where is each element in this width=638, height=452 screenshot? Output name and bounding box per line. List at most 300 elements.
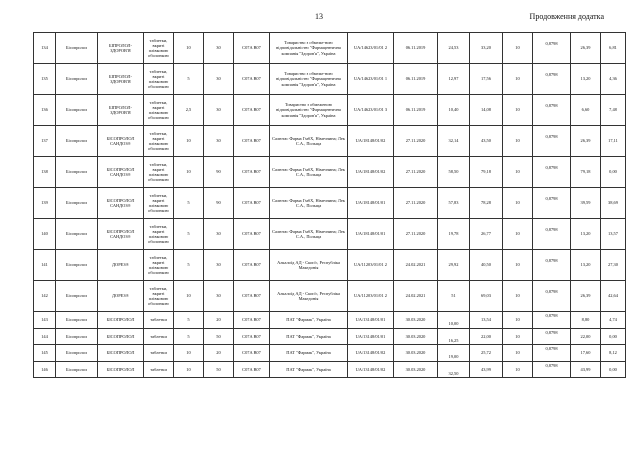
cell-trade-name-text: БІСОПРОЛОЛ — [106, 366, 135, 372]
cell-number — [34, 64, 56, 95]
cell-markup — [503, 219, 533, 250]
cell-dose — [174, 250, 204, 281]
cell-inn-text: Бісопролол — [65, 138, 88, 144]
cell-trade-name — [98, 312, 144, 329]
cell-reimbursement — [571, 33, 601, 64]
cell-atc — [234, 281, 270, 312]
cell-inn-text: Бісопролол — [65, 333, 88, 339]
cell-copayment-text: 4,36 — [609, 76, 617, 82]
cell-dose-text: 10 — [186, 293, 191, 299]
cell-rate — [533, 219, 571, 250]
cell-dose — [174, 328, 204, 345]
cell-price — [438, 345, 470, 362]
cell-inn-text: Бісопролол — [65, 366, 88, 372]
cell-retail-price — [470, 33, 503, 64]
cell-number-text: 137 — [41, 138, 48, 144]
cell-date — [394, 95, 438, 126]
cell-form — [144, 281, 174, 312]
cell-retail-price-text: 17,56 — [481, 76, 491, 82]
cell-copayment — [601, 95, 626, 126]
cell-date — [394, 157, 438, 188]
cell-registration-text: UA/14623/01/01 1 — [353, 76, 388, 82]
cell-date — [394, 64, 438, 95]
cell-markup-text: 10 — [515, 333, 520, 339]
cell-number — [34, 219, 56, 250]
cell-inn-text: Бісопролол — [65, 169, 88, 175]
cell-date — [394, 219, 438, 250]
cell-rate-text: 0,8798 — [545, 103, 558, 109]
cell-quantity-text: 50 — [216, 366, 221, 372]
cell-price — [438, 64, 470, 95]
cell-copayment-text: 7,48 — [609, 107, 617, 113]
cell-date-text: 27.11.2020 — [405, 169, 426, 175]
cell-rate-text: 0,8798 — [545, 289, 558, 295]
cell-number-text: 144 — [41, 333, 48, 339]
cell-rate — [533, 250, 571, 281]
cell-manufacturer-text: Салютас Фарма ГмбХ, Німеччина; Лек С.А., Польща — [272, 166, 345, 177]
table-row — [34, 250, 626, 281]
cell-markup — [503, 281, 533, 312]
cell-retail-price-text: 78,28 — [481, 200, 491, 206]
cell-atc-text: C07A B07 — [242, 45, 261, 51]
cell-registration-text: UA/13148/01/01 — [355, 333, 386, 339]
cell-manufacturer — [270, 312, 348, 329]
cell-quantity — [204, 328, 234, 345]
table-row — [34, 95, 626, 126]
cell-inn-text: Бісопролол — [65, 200, 88, 206]
cell-dose-text: 10 — [186, 45, 191, 51]
cell-rate — [533, 157, 571, 188]
cell-trade-name-text: БІСОПРОЛОЛ САНДОЗ® — [106, 166, 135, 177]
table-row — [34, 361, 626, 378]
cell-markup — [503, 33, 533, 64]
cell-atc-text: C07A B07 — [242, 76, 261, 82]
cell-price-text: 58,50 — [448, 169, 459, 175]
cell-inn — [56, 312, 98, 329]
cell-atc — [234, 345, 270, 362]
cell-date-text: 24.02.2021 — [405, 262, 426, 268]
cell-quantity-text: 30 — [216, 45, 221, 51]
table-row — [34, 188, 626, 219]
cell-atc-text: C07A B07 — [242, 293, 261, 299]
cell-form-text: таблетки — [150, 317, 167, 323]
cell-manufacturer-text: Товариство з обмеже-ною відповідальністю "Фармацевтична компанія "Здоров'я", Україна — [276, 71, 341, 87]
cell-quantity-text: 30 — [216, 293, 221, 299]
cell-date — [394, 361, 438, 378]
cell-price-text: 29,92 — [448, 262, 459, 268]
cell-price — [438, 328, 470, 345]
table-row — [34, 328, 626, 345]
cell-reimbursement — [571, 219, 601, 250]
cell-reimbursement — [571, 281, 601, 312]
cell-number — [34, 95, 56, 126]
cell-price-text: 24,53 — [448, 45, 459, 51]
cell-inn — [56, 157, 98, 188]
cell-quantity — [204, 361, 234, 378]
cell-copayment — [601, 219, 626, 250]
cell-quantity-text: 30 — [216, 138, 221, 144]
cell-number-text: 138 — [41, 169, 48, 175]
cell-form-text: таблетки, вкриті плівковою оболонкою — [148, 130, 169, 152]
cell-reimbursement-text: 39,59 — [580, 200, 591, 206]
cell-markup-text: 10 — [515, 200, 520, 206]
cell-dose-text: 5 — [187, 333, 190, 339]
cell-price-text: 19,78 — [448, 231, 459, 237]
cell-number-text: 145 — [41, 350, 48, 356]
cell-quantity — [204, 64, 234, 95]
cell-registration — [348, 157, 394, 188]
cell-rate-text: 0,8798 — [545, 258, 558, 264]
cell-quantity-text: 30 — [216, 76, 221, 82]
cell-rate — [533, 345, 571, 362]
cell-form-text: таблетки — [150, 333, 167, 339]
cell-form — [144, 157, 174, 188]
cell-retail-price — [470, 328, 503, 345]
cell-reimbursement-text: 22,00 — [580, 333, 591, 339]
cell-form-text: таблетки, вкриті плівковою оболонкою — [148, 99, 169, 121]
cell-atc — [234, 64, 270, 95]
cell-trade-name — [98, 95, 144, 126]
cell-inn-text: Бісопролол — [65, 231, 88, 237]
cell-inn — [56, 64, 98, 95]
cell-trade-name — [98, 219, 144, 250]
cell-rate — [533, 328, 571, 345]
cell-quantity-text: 90 — [216, 200, 221, 206]
cell-copayment — [601, 281, 626, 312]
cell-registration — [348, 250, 394, 281]
cell-retail-price-text: 43,50 — [481, 138, 491, 144]
cell-atc-text: C07A B07 — [242, 262, 261, 268]
table-row — [34, 345, 626, 362]
cell-retail-price-text: 69,03 — [481, 293, 491, 299]
cell-copayment — [601, 250, 626, 281]
cell-reimbursement-text: 13,20 — [580, 76, 591, 82]
cell-atc-text: C07A B07 — [242, 317, 261, 323]
cell-markup-text: 10 — [515, 366, 520, 372]
cell-price — [438, 188, 470, 219]
cell-trade-name — [98, 64, 144, 95]
cell-copayment-text: 13,57 — [608, 231, 618, 237]
cell-trade-name-text: БІПРОЛОЛ-ЗДОРОВ'Я — [109, 42, 132, 53]
table-row — [34, 126, 626, 157]
cell-registration-text: UA/14623/01/01 2 — [353, 45, 388, 51]
cell-rate-text: 0,8798 — [545, 362, 558, 368]
cell-form — [144, 126, 174, 157]
cell-manufacturer-text: Салютас Фарма ГмбХ, Німеччина; Лек С.А., Польща — [272, 228, 345, 239]
cell-inn — [56, 33, 98, 64]
cell-number-text: 143 — [41, 317, 48, 323]
cell-atc-text: C07A B07 — [242, 350, 261, 356]
cell-quantity — [204, 312, 234, 329]
cell-date — [394, 281, 438, 312]
cell-markup — [503, 250, 533, 281]
cell-retail-price-text: 79,18 — [481, 169, 491, 175]
cell-manufacturer-text: ПАТ "Фармак", Україна — [286, 317, 331, 323]
cell-trade-name-text: БІПРОЛОЛ-ЗДОРОВ'Я — [109, 73, 132, 84]
cell-dose-text: 5 — [187, 200, 190, 206]
cell-atc-text: C07A B07 — [242, 333, 261, 339]
cell-retail-price-text: 26,77 — [481, 231, 491, 237]
cell-rate — [533, 281, 571, 312]
cell-dose-text: 2,5 — [185, 107, 192, 113]
cell-trade-name — [98, 250, 144, 281]
cell-atc-text: C07A B07 — [242, 200, 261, 206]
cell-registration-text: UA/18148/01/02 — [355, 169, 386, 175]
cell-rate — [533, 312, 571, 329]
cell-number-text: 135 — [41, 76, 48, 82]
cell-date — [394, 345, 438, 362]
cell-manufacturer-text: Салютас Фарма ГмбХ, Німеччина; Лек С.А., Польща — [272, 197, 345, 208]
cell-retail-price — [470, 345, 503, 362]
cell-atc-text: C07A B07 — [242, 169, 261, 175]
cell-reimbursement — [571, 157, 601, 188]
cell-registration-text: UA/18148/01/02 — [355, 138, 386, 144]
cell-markup-text: 10 — [515, 138, 520, 144]
table-row — [34, 219, 626, 250]
cell-quantity-text: 30 — [216, 107, 221, 113]
cell-registration — [348, 328, 394, 345]
cell-price — [438, 219, 470, 250]
cell-price-text: 32,14 — [448, 138, 459, 144]
cell-price-text: 10,00 — [448, 321, 459, 327]
cell-registration-text: UA/18148/01/01 — [355, 231, 386, 237]
cell-number — [34, 250, 56, 281]
table-row — [34, 312, 626, 329]
table-body — [34, 33, 626, 378]
cell-registration — [348, 345, 394, 362]
cell-registration — [348, 361, 394, 378]
cell-copayment-text: 42,64 — [608, 293, 618, 299]
cell-quantity — [204, 126, 234, 157]
cell-reimbursement-text: 43,99 — [580, 366, 591, 372]
cell-atc — [234, 33, 270, 64]
cell-rate — [533, 64, 571, 95]
cell-date-text: 27.11.2020 — [405, 138, 426, 144]
cell-markup — [503, 312, 533, 329]
cell-reimbursement-text: 13,20 — [580, 231, 591, 237]
cell-atc — [234, 188, 270, 219]
cell-dose-text: 5 — [187, 262, 190, 268]
cell-manufacturer-text: Салютас Фарма ГмбХ, Німеччина; Лек С.А., Польща — [272, 135, 345, 146]
cell-date-text: 06.11.2019 — [405, 45, 426, 51]
cell-price — [438, 157, 470, 188]
cell-number — [34, 312, 56, 329]
cell-dose-text: 5 — [187, 231, 190, 237]
table-row — [34, 64, 626, 95]
cell-markup-text: 10 — [515, 169, 520, 175]
cell-atc-text: C07A B07 — [242, 231, 261, 237]
cell-quantity — [204, 188, 234, 219]
cell-manufacturer — [270, 361, 348, 378]
cell-inn — [56, 95, 98, 126]
cell-form — [144, 250, 174, 281]
cell-registration — [348, 312, 394, 329]
cell-registration-text: UA/11203/01/01 2 — [354, 262, 387, 268]
cell-quantity — [204, 157, 234, 188]
cell-retail-price — [470, 95, 503, 126]
cell-date-text: 27.11.2020 — [405, 200, 426, 206]
cell-retail-price — [470, 250, 503, 281]
cell-trade-name-text: БІСОПРОЛОЛ САНДОЗ® — [106, 135, 135, 146]
cell-quantity-text: 20 — [216, 350, 221, 356]
cell-atc-text: C07A B07 — [242, 107, 261, 113]
cell-form — [144, 95, 174, 126]
cell-reimbursement-text: 79,18 — [580, 169, 591, 175]
cell-inn-text: Бісопролол — [65, 107, 88, 113]
cell-dose-text: 10 — [186, 350, 191, 356]
cell-atc — [234, 361, 270, 378]
cell-reimbursement-text: 6,60 — [581, 107, 590, 113]
cell-registration-text: UA/11203/01/01 2 — [354, 293, 387, 299]
cell-retail-price-text: 40,50 — [481, 262, 491, 268]
cell-rate — [533, 95, 571, 126]
cell-number-text: 140 — [41, 231, 48, 237]
cell-date-text: 06.11.2019 — [405, 76, 426, 82]
cell-markup-text: 10 — [515, 107, 520, 113]
cell-inn — [56, 281, 98, 312]
cell-manufacturer-text: ПАТ "Фармак", Україна — [286, 366, 331, 372]
cell-form-text: таблетки — [150, 350, 167, 356]
cell-manufacturer — [270, 157, 348, 188]
cell-manufacturer — [270, 126, 348, 157]
cell-registration-text: UA/13148/01/02 — [355, 366, 386, 372]
cell-trade-name-text: БІСОПРОЛОЛ — [106, 317, 135, 323]
cell-retail-price-text: 43,99 — [481, 366, 491, 372]
cell-inn — [56, 345, 98, 362]
cell-atc — [234, 219, 270, 250]
cell-registration — [348, 33, 394, 64]
cell-date-text: 30.03.2020 — [405, 366, 426, 372]
cell-copayment-text: 27,30 — [608, 262, 618, 268]
cell-manufacturer — [270, 250, 348, 281]
cell-markup — [503, 345, 533, 362]
cell-rate-text: 0,8798 — [545, 227, 558, 233]
cell-date-text: 30.03.2020 — [405, 333, 426, 339]
cell-inn — [56, 361, 98, 378]
cell-dose-text: 5 — [187, 76, 190, 82]
cell-markup — [503, 361, 533, 378]
cell-manufacturer — [270, 328, 348, 345]
cell-rate-text: 0,8798 — [545, 165, 558, 171]
cell-dose-text: 10 — [186, 366, 191, 372]
cell-reimbursement — [571, 361, 601, 378]
cell-copayment-text: 38,69 — [608, 200, 618, 206]
cell-form-text: таблетки, вкриті плівковою оболонкою — [148, 192, 169, 214]
cell-copayment — [601, 188, 626, 219]
cell-trade-name-text: БІСОПРОЛОЛ САНДОЗ® — [106, 228, 135, 239]
cell-markup-text: 10 — [515, 293, 520, 299]
cell-copayment — [601, 312, 626, 329]
cell-form — [144, 33, 174, 64]
cell-manufacturer-text: Товариство з обмеженою відповідальністю "Фармацевтична компанія "Здоров'я", Україна — [276, 102, 341, 118]
cell-retail-price — [470, 281, 503, 312]
cell-form — [144, 345, 174, 362]
cell-retail-price — [470, 157, 503, 188]
cell-reimbursement — [571, 126, 601, 157]
cell-rate-text: 0,8798 — [545, 329, 558, 335]
cell-reimbursement-text: 26,39 — [580, 138, 591, 144]
cell-reimbursement — [571, 345, 601, 362]
cell-form-text: таблетки, вкриті плівковою оболонкою — [148, 161, 169, 183]
cell-atc — [234, 157, 270, 188]
cell-dose-text: 10 — [186, 169, 191, 175]
cell-inn-text: Бісопролол — [65, 350, 88, 356]
cell-atc — [234, 126, 270, 157]
cell-form — [144, 64, 174, 95]
cell-registration-text: UA/13148/01/02 — [355, 350, 386, 356]
cell-manufacturer — [270, 345, 348, 362]
cell-price-text: 32,50 — [448, 370, 459, 376]
cell-reimbursement — [571, 64, 601, 95]
cell-quantity-text: 90 — [216, 169, 221, 175]
cell-markup — [503, 126, 533, 157]
cell-date-text: 30.03.2020 — [405, 350, 426, 356]
cell-price-text: 10,40 — [448, 107, 459, 113]
cell-copayment-text: 4,74 — [609, 317, 617, 323]
cell-quantity — [204, 33, 234, 64]
cell-retail-price-text: 33,20 — [481, 45, 491, 51]
cell-date — [394, 312, 438, 329]
cell-price — [438, 250, 470, 281]
cell-manufacturer — [270, 281, 348, 312]
table-row — [34, 33, 626, 64]
cell-price — [438, 361, 470, 378]
cell-inn — [56, 219, 98, 250]
cell-reimbursement — [571, 250, 601, 281]
cell-number — [34, 33, 56, 64]
register-table — [33, 32, 626, 378]
cell-date-text: 30.03.2020 — [405, 317, 426, 323]
cell-dose — [174, 33, 204, 64]
cell-price — [438, 281, 470, 312]
cell-reimbursement — [571, 328, 601, 345]
cell-copayment — [601, 328, 626, 345]
cell-manufacturer-text: Товариство з обмеже-ною відповідальністю "Фармацевтична компанія "Здоров'я", Україна — [276, 40, 341, 56]
cell-reimbursement — [571, 312, 601, 329]
cell-reimbursement — [571, 95, 601, 126]
cell-number — [34, 281, 56, 312]
cell-registration — [348, 64, 394, 95]
cell-atc — [234, 328, 270, 345]
cell-registration-text: UA/13148/01/01 — [355, 317, 386, 323]
cell-trade-name — [98, 126, 144, 157]
cell-retail-price — [470, 361, 503, 378]
cell-quantity-text: 20 — [216, 317, 221, 323]
cell-dose — [174, 95, 204, 126]
cell-price — [438, 95, 470, 126]
cell-dose — [174, 126, 204, 157]
cell-trade-name-text: БІСОПРОЛОЛ — [106, 333, 135, 339]
cell-number — [34, 126, 56, 157]
cell-retail-price-text: 14,08 — [481, 107, 491, 113]
cell-trade-name — [98, 188, 144, 219]
cell-trade-name — [98, 345, 144, 362]
cell-markup-text: 10 — [515, 76, 520, 82]
cell-dose — [174, 281, 204, 312]
cell-atc-text: C07A B07 — [242, 366, 261, 372]
cell-rate-text: 0,8798 — [545, 196, 558, 202]
cell-rate-text: 0,8798 — [545, 41, 558, 47]
cell-trade-name — [98, 33, 144, 64]
cell-trade-name-text: БІСОПРОЛОЛ — [106, 350, 135, 356]
cell-quantity — [204, 345, 234, 362]
cell-atc-text: C07A B07 — [242, 138, 261, 144]
cell-retail-price — [470, 188, 503, 219]
cell-copayment — [601, 157, 626, 188]
cell-markup — [503, 157, 533, 188]
cell-registration — [348, 188, 394, 219]
cell-copayment — [601, 64, 626, 95]
